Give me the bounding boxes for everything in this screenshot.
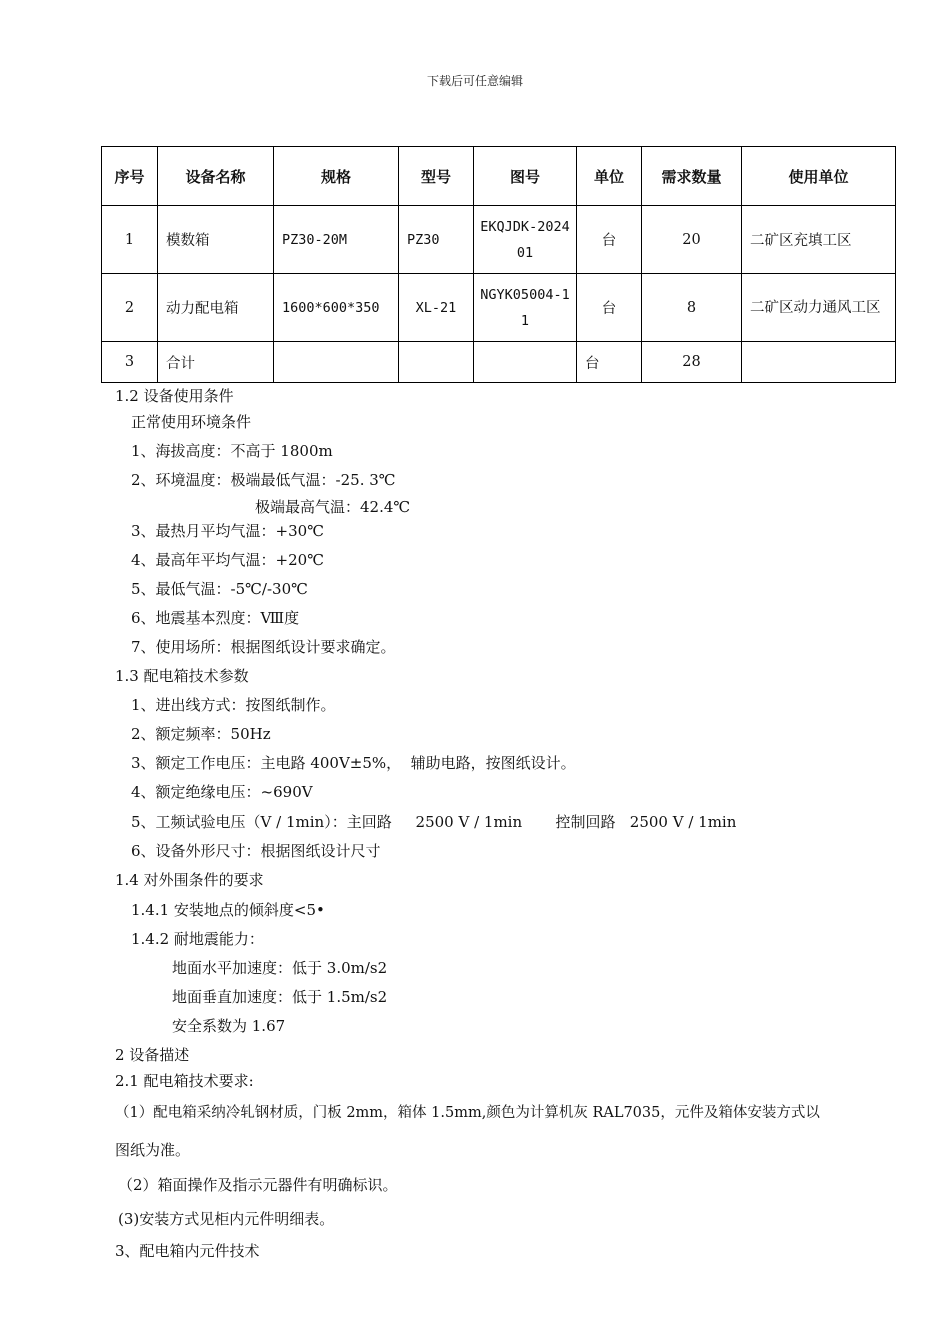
text-line: 极端最高气温：42.4℃ <box>255 498 411 516</box>
header-cell: 型号 <box>399 147 474 206</box>
table-cell: 3 <box>102 342 158 383</box>
table-cell: 合计 <box>158 342 274 383</box>
table-cell: 1 <box>102 206 158 274</box>
table-header-row <box>102 147 896 206</box>
text-line: 3、最热月平均气温：+30℃ <box>131 522 324 540</box>
section-heading: 2.1 配电箱技术要求: <box>115 1072 254 1090</box>
table-row <box>102 342 896 383</box>
table-cell: EKQJDK-202401 <box>474 206 577 274</box>
text-line: 1.4.2 耐地震能力： <box>131 930 264 948</box>
text-line: 4、最高年平均气温：+20℃ <box>131 551 324 569</box>
section-heading: 1.2 设备使用条件 <box>115 387 234 405</box>
section-heading: 2 设备描述 <box>115 1046 190 1064</box>
header-cell: 序号 <box>102 147 158 206</box>
text-line: （1）配电箱采纳冷轧钢材质，门板 2mm，箱体 1.5mm,颜色为计算机灰 RAL7035，元件及箱体安装方式以 <box>115 1105 820 1121</box>
table-cell: PZ30-20M <box>274 206 399 274</box>
text-line: 地面水平加速度：低于 3.0m/s2 <box>172 959 388 977</box>
text-line: 1.4.1 安装地点的倾斜度<5• <box>131 901 325 919</box>
header-cell: 规格 <box>274 147 399 206</box>
table-cell: 台 <box>577 206 642 274</box>
section-heading: 1.4 对外围条件的要求 <box>115 871 264 889</box>
header-cell: 设备名称 <box>158 147 274 206</box>
header-cell: 图号 <box>474 147 577 206</box>
text-line: 2、环境温度：极端最低气温：-25. 3℃ <box>131 471 396 489</box>
text-line: 1、海拔高度：不高于 1800m <box>131 442 333 460</box>
text-line: 7、使用场所：根据图纸设计要求确定。 <box>131 638 396 656</box>
table-row <box>102 206 896 274</box>
text-line: 5、最低气温：-5℃/-30℃ <box>131 580 308 598</box>
table-cell <box>274 342 399 383</box>
text-line: 3、额定工作电压：主电路 400V±5%， 辅助电路，按图纸设计。 <box>131 754 576 772</box>
table-cell: 二矿区动力通风工区 <box>742 274 896 342</box>
equipment-table <box>101 146 896 383</box>
table-cell: XL-21 <box>399 274 474 342</box>
text-line: 5、工频试验电压（V / 1min）：主回路 2500 V / 1min 控制回路 2500 V / 1min <box>131 813 737 831</box>
table-cell: 2 <box>102 274 158 342</box>
text-line: 2、额定频率：50Hz <box>131 725 271 743</box>
table-cell <box>399 342 474 383</box>
header-cell: 单位 <box>577 147 642 206</box>
table-cell: 模数箱 <box>158 206 274 274</box>
section-heading: 3、配电箱内元件技术 <box>115 1242 260 1260</box>
text-line: 安全系数为 1.67 <box>172 1017 286 1035</box>
table-cell: 动力配电箱 <box>158 274 274 342</box>
text-line: 地面垂直加速度：低于 1.5m/s2 <box>172 988 388 1006</box>
table-cell: 28 <box>642 342 742 383</box>
text-line: 1、进出线方式：按图纸制作。 <box>131 696 336 714</box>
page-header: 下载后可任意编辑 <box>426 74 523 88</box>
text-line: (3)安装方式见柜内元件明细表。 <box>118 1210 335 1228</box>
table-cell <box>742 342 896 383</box>
text-line: 6、地震基本烈度：Ⅷ度 <box>131 609 300 627</box>
section-heading: 1.3 配电箱技术参数 <box>115 667 249 685</box>
header-cell: 需求数量 <box>642 147 742 206</box>
table-cell: 1600*600*350 <box>274 274 399 342</box>
text-line: 正常使用环境条件 <box>131 413 252 431</box>
table-cell: PZ30 <box>399 206 474 274</box>
text-line: 6、设备外形尺寸：根据图纸设计尺寸 <box>131 842 381 860</box>
text-line: 4、额定绝缘电压：~690V <box>131 783 313 801</box>
table-cell: 台 <box>577 274 642 342</box>
table-row <box>102 274 896 342</box>
table-cell: 台 <box>577 342 642 383</box>
text-line: 图纸为准。 <box>115 1141 191 1159</box>
table-cell: 20 <box>642 206 742 274</box>
header-cell: 使用单位 <box>742 147 896 206</box>
table-cell: 8 <box>642 274 742 342</box>
table-cell: 二矿区充填工区 <box>742 206 896 274</box>
table-cell <box>474 342 577 383</box>
table-cell: NGYK05004-11 <box>474 274 577 342</box>
text-line: （2）箱面操作及指示元器件有明确标识。 <box>118 1176 398 1194</box>
